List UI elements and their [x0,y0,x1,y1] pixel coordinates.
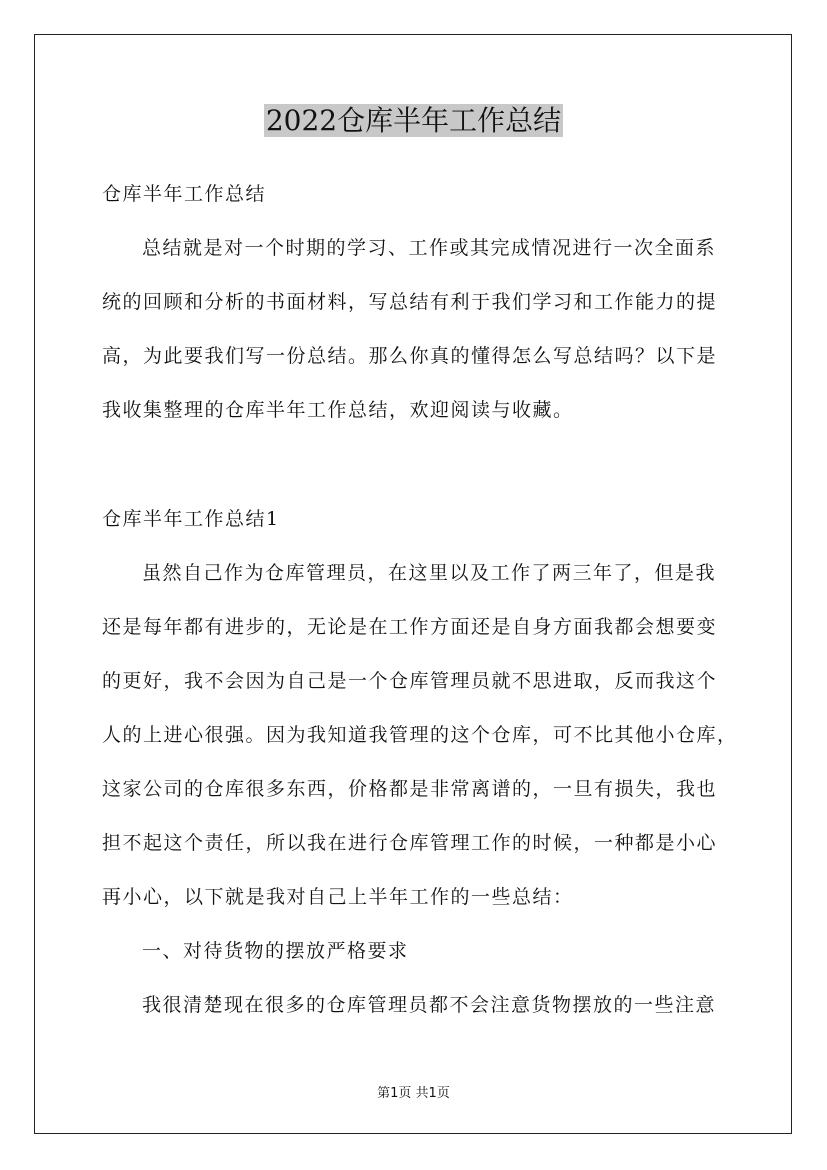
intro-line: 统的回顾和分析的书面材料，写总结有利于我们学习和工作能力的提 [102,291,718,313]
section-1-line: 的更好，我不会因为自己是一个仓库管理员就不思进取，反而我这个 [102,670,718,692]
document-subtitle: 仓库半年工作总结 [102,183,267,205]
intro-line: 总结就是对一个时期的学习、工作或其完成情况进行一次全面系 [142,237,717,259]
document-title-text: 2022仓库半年工作总结 [265,104,562,137]
section-1-line: 虽然自己作为仓库管理员，在这里以及工作了两三年了，但是我 [142,562,717,584]
document-body [102,167,742,491]
point-1-heading: 一、对待货物的摆放严格要求 [142,940,409,962]
blank-line [102,437,742,491]
section-1-line: 担不起这个责任，所以我在进行仓库管理工作的时候，一种都是小心 [102,832,718,854]
section-1-line: 这家公司的仓库很多东西，价格都是非常离谱的，一旦有损失，我也 [102,778,718,800]
intro-line: 高，为此要我们写一份总结。那么你真的懂得怎么写总结吗？以下是 [102,345,718,367]
point-1-line: 我很清楚现在很多的仓库管理员都不会注意货物摆放的一些注意 [142,994,717,1016]
section-1-line: 人的上进心很强。因为我知道我管理的这个仓库，可不比其他小仓库， [102,724,738,746]
section-1-line: 还是每年都有进步的，无论是在工作方面还是自身方面我都会想要变 [102,616,718,638]
intro-line: 我收集整理的仓库半年工作总结，欢迎阅读与收藏。 [102,399,574,421]
document-title [0,100,827,142]
section-1-heading: 仓库半年工作总结1 [102,508,280,530]
section-1 [102,492,742,1032]
section-1-line: 再小心，以下就是我对自己上半年工作的一些总结： [102,886,574,908]
page-footer: 第1页 共1页 [377,1086,450,1101]
